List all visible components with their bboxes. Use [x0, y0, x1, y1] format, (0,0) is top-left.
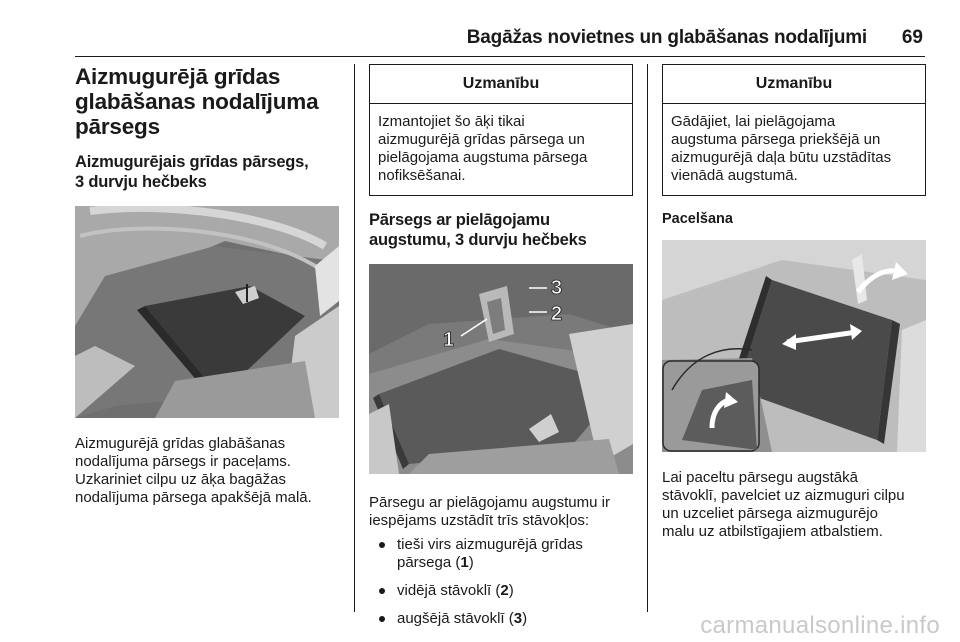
page-header: [75, 24, 925, 57]
list-item: tieši virs aizmugurējā grīdas pārsega (1): [369, 536, 633, 572]
bullet-icon: [379, 542, 385, 548]
lifting-heading: Pacelšana: [662, 211, 733, 227]
column-divider-1: [354, 64, 355, 612]
column-3: [662, 64, 926, 541]
caution-box-height: [662, 64, 926, 196]
caution-box-hook: [369, 64, 633, 196]
callout-1: 1: [443, 329, 455, 351]
positions-list: [369, 536, 633, 628]
column-1: [75, 64, 340, 507]
adjustable-cover-heading: Pārsegs ar pielāgojamu augstumu, 3 durvju hečbeks: [369, 211, 587, 249]
list-item: augšējā stāvoklī (3): [369, 610, 633, 628]
caution-text: Gādājiet, lai pielāgojama augstuma pārsega priekšējā un aizmugurējā daļa būtu uzstādītas vienādā augstumā.: [671, 113, 892, 184]
subsection-heading: Aizmugurējais grīdas pārsegs, 3 durvju hečbeks: [75, 153, 309, 191]
section-title: Bagāžas novietnes un glabāšanas nodalījumi: [466, 27, 867, 48]
column-2: [369, 64, 633, 638]
floor-cover-hatchback-figure: [75, 206, 339, 418]
callout-2: 2: [551, 303, 563, 325]
floor-cover-caption: Aizmugurējā grīdas glabāšanas nodalījuma pārsegs ir paceļams. Uzkariniet cilpu uz āķa bagāžas nodalījuma pārsega apakšējā malā.: [75, 435, 312, 506]
callout-3: 3: [551, 277, 563, 299]
column-divider-2: [647, 64, 648, 612]
lifting-cover-figure: [662, 240, 926, 452]
lifting-instructions: Lai paceltu pārsegu augstākā stāvoklī, pavelciet uz aizmuguri cilpu un uzceliet pārsega aizmugurējo malu uz atbilstīgajiem atbalstiem.: [662, 469, 905, 540]
bullet-icon: [379, 588, 385, 594]
caution-title: Uzmanību: [370, 65, 632, 104]
caution-text: Izmantojiet šo āķi tikai aizmugurējā grīdas pārsega un pielāgojama augstuma pārsega nofiksēšanai.: [378, 113, 588, 184]
section-heading: Aizmugurējā grīdas glabāšanas nodalījuma pārsegs: [75, 64, 319, 139]
caution-title: Uzmanību: [663, 65, 925, 104]
watermark: carmanualsonline.info: [700, 612, 940, 639]
adjustable-cover-figure: [369, 264, 633, 474]
bullet-icon: [379, 616, 385, 622]
page-number: 69: [901, 27, 923, 48]
list-item: vidējā stāvoklī (2): [369, 582, 633, 600]
positions-intro: Pārsegu ar pielāgojamu augstumu ir iespējams uzstādīt trīs stāvokļos:: [369, 494, 610, 529]
